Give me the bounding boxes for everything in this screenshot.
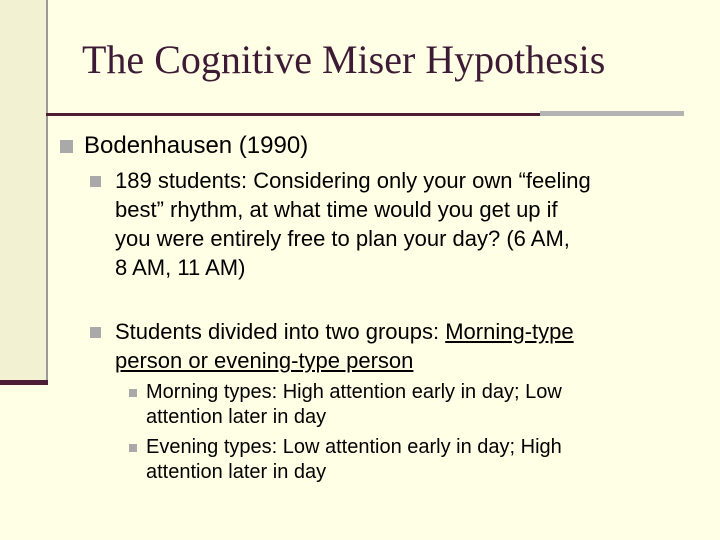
bullet-level2-study <box>115 166 695 282</box>
bullet-line: Morning types: High attention early in day; Low <box>146 381 562 403</box>
bullet-line <box>115 317 695 346</box>
bullet-line: 8 AM, 11 AM) <box>115 255 246 280</box>
bullet-line: best” rhythm, at what time would you get up if <box>115 197 558 222</box>
bullet-line: attention later in day <box>146 461 327 483</box>
bullet-text-prefix: Students divided into two groups: <box>115 319 446 344</box>
square-bullet-icon <box>90 176 101 187</box>
square-bullet-icon <box>60 140 73 153</box>
bullet-line: Evening types: Low attention early in day; High <box>146 436 562 458</box>
underlined-term: person or evening-type person <box>115 348 414 373</box>
underlined-term: Morning-type <box>445 319 574 344</box>
bullet-level3-morning <box>146 380 666 430</box>
square-bullet-icon <box>90 327 101 338</box>
bullet-line: 189 students: Considering only your own “feeling <box>115 168 591 193</box>
slide-title: The Cognitive Miser Hypothesis <box>82 37 606 82</box>
bullet-level2-groups <box>115 317 695 375</box>
bullet-line: you were entirely free to plan your day? (6 AM, <box>115 226 570 251</box>
bullet-level3-evening <box>146 435 666 485</box>
bullet-text: Bodenhausen (1990) <box>84 132 309 159</box>
square-bullet-icon <box>129 444 137 452</box>
bullet-line: attention later in day <box>146 406 327 428</box>
square-bullet-icon <box>129 389 137 397</box>
